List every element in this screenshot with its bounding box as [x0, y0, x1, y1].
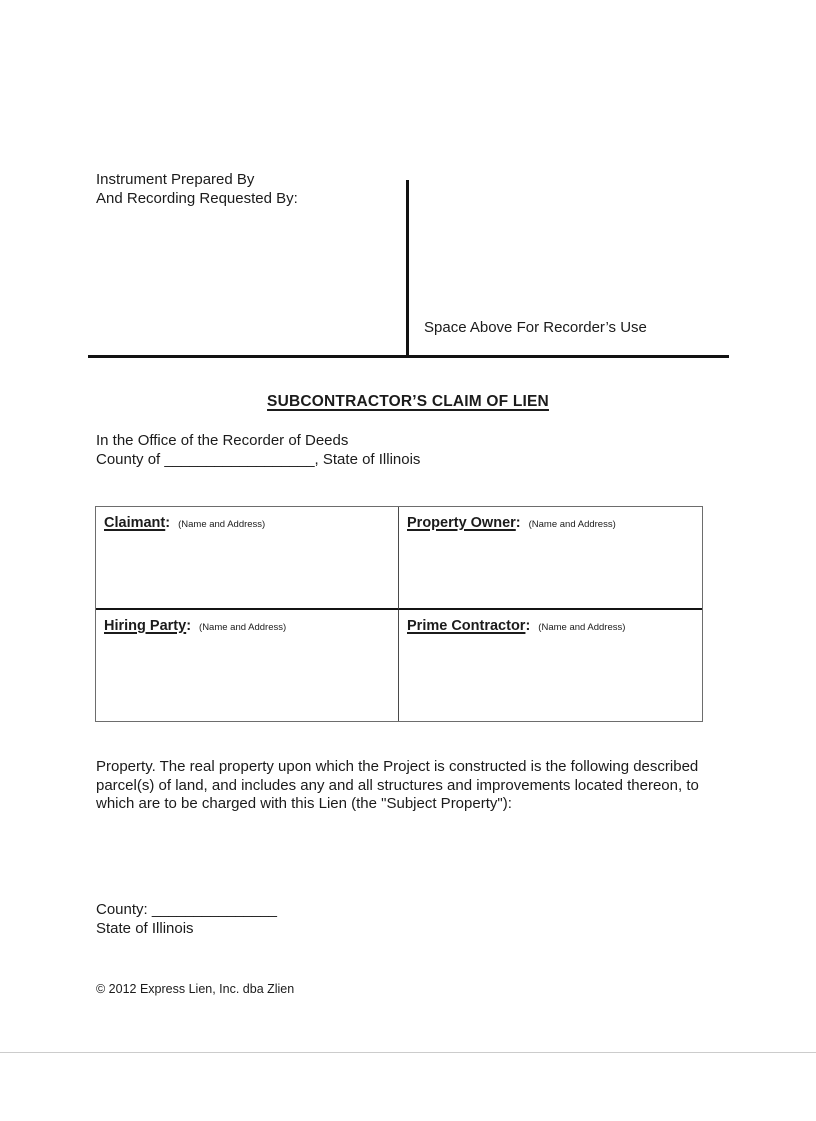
hiring-party-cell — [96, 610, 399, 721]
prime-contractor-label-colon: : — [525, 618, 531, 634]
property-owner-label-line — [407, 515, 694, 531]
recorder-space-label: Space Above For Recorder’s Use — [424, 319, 647, 336]
parties-table — [95, 506, 703, 722]
recorder-office-block — [96, 431, 420, 469]
claimant-label-colon: : — [165, 515, 171, 531]
form-title-text: SUBCONTRACTOR’S CLAIM OF LIEN — [267, 393, 549, 410]
claimant-cell — [96, 507, 399, 610]
state-of-illinois-label: , State of Illinois — [314, 451, 421, 468]
prime-contractor-sublabel: (Name and Address) — [538, 622, 626, 633]
county-state-block — [96, 900, 277, 938]
recorder-box-vertical-divider — [406, 180, 409, 357]
county-name-blank[interactable]: __________________ — [164, 451, 315, 468]
copyright-notice: © 2012 Express Lien, Inc. dba Zlien — [96, 982, 295, 996]
prepared-by-line1: Instrument Prepared By — [96, 171, 255, 188]
property-owner-label-colon: : — [515, 515, 521, 531]
form-title — [0, 393, 816, 411]
property-owner-sublabel: (Name and Address) — [528, 519, 616, 530]
claimant-sublabel: (Name and Address) — [178, 519, 266, 530]
prepared-by-line2: And Recording Requested By: — [96, 190, 298, 207]
property-owner-fill-area[interactable] — [407, 531, 694, 600]
county-of-label: County of — [96, 451, 165, 468]
hiring-party-fill-area[interactable] — [104, 634, 390, 713]
property-owner-label: Property Owner — [407, 515, 516, 531]
property-owner-cell — [399, 507, 702, 610]
state-line: State of Illinois — [96, 920, 194, 937]
claimant-label-line — [104, 515, 390, 531]
county-line-footer — [96, 900, 277, 919]
hiring-party-label-colon: : — [186, 618, 192, 634]
county-label: County: — [96, 901, 152, 918]
claimant-fill-area[interactable] — [104, 531, 390, 600]
claimant-label: Claimant — [104, 515, 166, 531]
hiring-party-label: Hiring Party — [104, 618, 187, 634]
page-bottom-edge — [0, 1052, 816, 1053]
office-line: In the Office of the Recorder of Deeds — [96, 432, 349, 449]
prime-contractor-cell — [399, 610, 702, 721]
prime-contractor-fill-area[interactable] — [407, 634, 694, 713]
prime-contractor-label: Prime Contractor — [407, 618, 526, 634]
county-line — [96, 450, 420, 469]
property-description-paragraph: Property. The real property upon which the Project is constructed is the following described parcel(s) of land, and includes any and all structures and improvements located thereon, to which are to be charged with this Lien (the "Subject Property"): — [96, 758, 699, 813]
county-blank-footer[interactable]: _______________ — [151, 901, 278, 918]
hiring-party-label-line — [104, 618, 390, 634]
prime-contractor-label-line — [407, 618, 694, 634]
hiring-party-sublabel: (Name and Address) — [199, 622, 287, 633]
prepared-by-block — [96, 170, 298, 208]
recorder-box-horizontal-rule — [88, 355, 729, 358]
